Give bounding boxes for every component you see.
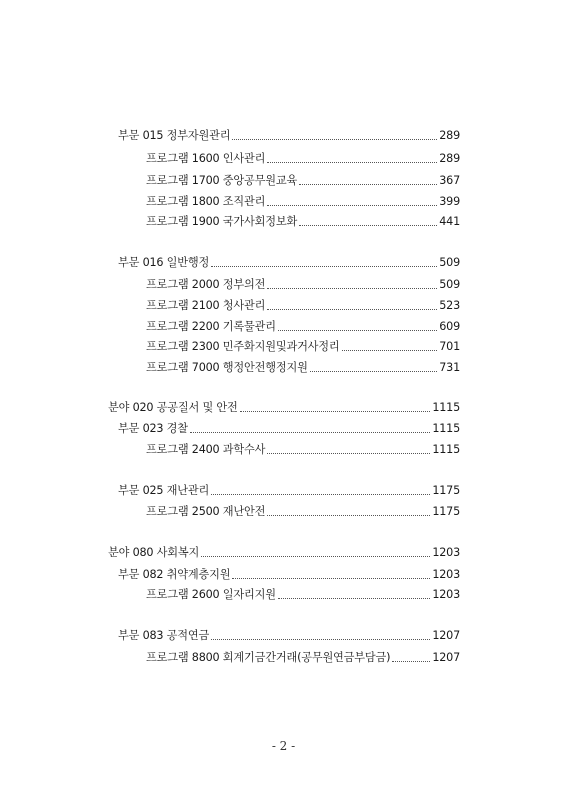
toc-entry-label: 프로그램 2500 재난안전 <box>146 505 266 518</box>
toc-entry-label: 부문 025 재난관리 <box>118 484 210 497</box>
dot-leader <box>190 431 430 433</box>
toc-entry <box>146 442 460 458</box>
dot-leader <box>211 265 437 267</box>
dot-leader <box>342 349 438 351</box>
toc-entry <box>118 483 460 499</box>
toc-entry-page: 1203 <box>432 588 460 601</box>
toc-entry <box>146 360 460 376</box>
dot-leader <box>278 329 437 331</box>
toc-entry-page: 289 <box>439 152 460 165</box>
toc-entry <box>146 194 460 210</box>
dot-leader <box>232 138 437 140</box>
toc-entry <box>118 567 460 583</box>
dot-leader <box>267 514 430 516</box>
toc-entry <box>146 173 460 189</box>
toc-entry-label: 부문 082 취약계층지원 <box>118 568 231 581</box>
toc-entry <box>146 587 460 603</box>
dot-leader <box>267 161 437 163</box>
toc-entry-page: 523 <box>439 299 460 312</box>
toc-entry <box>146 214 460 230</box>
toc-entry-label: 부문 023 경찰 <box>118 422 188 435</box>
toc-entry-label: 프로그램 2400 과학수사 <box>146 443 266 456</box>
toc-entry-page: 1115 <box>432 443 460 456</box>
toc-entry-page: 1203 <box>432 546 460 559</box>
toc-entry-label: 프로그램 1600 인사관리 <box>146 152 266 165</box>
toc-entry-page: 609 <box>439 320 460 333</box>
dot-leader <box>232 577 430 579</box>
dot-leader <box>211 493 430 495</box>
toc-entry <box>146 277 460 293</box>
toc-entry-page: 731 <box>439 361 460 374</box>
toc-entry-label: 프로그램 1800 조직관리 <box>146 195 266 208</box>
toc-entry-page: 1115 <box>432 401 460 414</box>
toc-entry-page: 1203 <box>432 568 460 581</box>
toc-entry-label: 프로그램 2200 기록물관리 <box>146 320 276 333</box>
toc-entry-page: 289 <box>439 129 460 142</box>
toc-entry-page: 1207 <box>432 629 460 642</box>
toc-entry-label: 부문 016 일반행정 <box>118 256 210 269</box>
toc-entry <box>146 298 460 314</box>
toc-entry-page: 509 <box>439 278 460 291</box>
toc-entry <box>118 421 460 437</box>
dot-leader <box>278 597 430 599</box>
toc-entry-page: 441 <box>439 215 460 228</box>
toc-entry-label: 부문 015 정부자원관리 <box>118 129 231 142</box>
toc-entry-page: 367 <box>439 174 460 187</box>
toc-entry <box>146 504 460 520</box>
toc-entry-label: 프로그램 2000 정부의전 <box>146 278 266 291</box>
dot-leader <box>299 224 437 226</box>
toc-entry-page: 509 <box>439 256 460 269</box>
toc-entry-label: 부문 083 공적연금 <box>118 629 210 642</box>
toc-entry <box>146 339 460 355</box>
toc-entry-page: 1175 <box>432 505 460 518</box>
page-number: - 2 - <box>271 739 296 753</box>
toc-entry-label: 프로그램 2300 민주화지원및과거사정리 <box>146 340 340 353</box>
toc-entry-label: 프로그램 2600 일자리지원 <box>146 588 276 601</box>
toc-entry <box>108 545 460 561</box>
toc-entry-label: 프로그램 1900 국가사회정보화 <box>146 215 298 228</box>
toc-entry-label: 프로그램 1700 중앙공무원교육 <box>146 174 298 187</box>
dot-leader <box>310 370 438 372</box>
toc-entry-page: 399 <box>439 195 460 208</box>
dot-leader <box>267 452 430 454</box>
toc-entry <box>146 319 460 335</box>
dot-leader <box>299 183 437 185</box>
toc-entry-label: 분야 020 공공질서 및 안전 <box>108 401 238 414</box>
toc-entry <box>146 151 460 167</box>
toc-entry <box>118 628 460 644</box>
dot-leader <box>240 410 431 412</box>
toc-entry-page: 1207 <box>432 651 460 664</box>
toc-entry <box>146 650 460 666</box>
dot-leader <box>267 204 437 206</box>
toc-entry-page: 1115 <box>432 422 460 435</box>
toc-entry-page: 701 <box>439 340 460 353</box>
toc-entry-label: 분야 080 사회복지 <box>108 546 200 559</box>
toc-entry-label: 프로그램 8800 회계기금간거래(공무원연금부담금) <box>146 651 391 664</box>
toc-entry-label: 프로그램 2100 청사관리 <box>146 299 266 312</box>
toc-entry <box>118 255 460 271</box>
toc-entry-label: 프로그램 7000 행정안전행정지원 <box>146 361 308 374</box>
toc-entry <box>118 128 460 144</box>
dot-leader <box>392 660 430 662</box>
toc-entry-page: 1175 <box>432 484 460 497</box>
dot-leader <box>201 555 430 557</box>
toc-entry <box>108 400 460 416</box>
dot-leader <box>267 308 437 310</box>
dot-leader <box>267 287 437 289</box>
dot-leader <box>211 638 430 640</box>
